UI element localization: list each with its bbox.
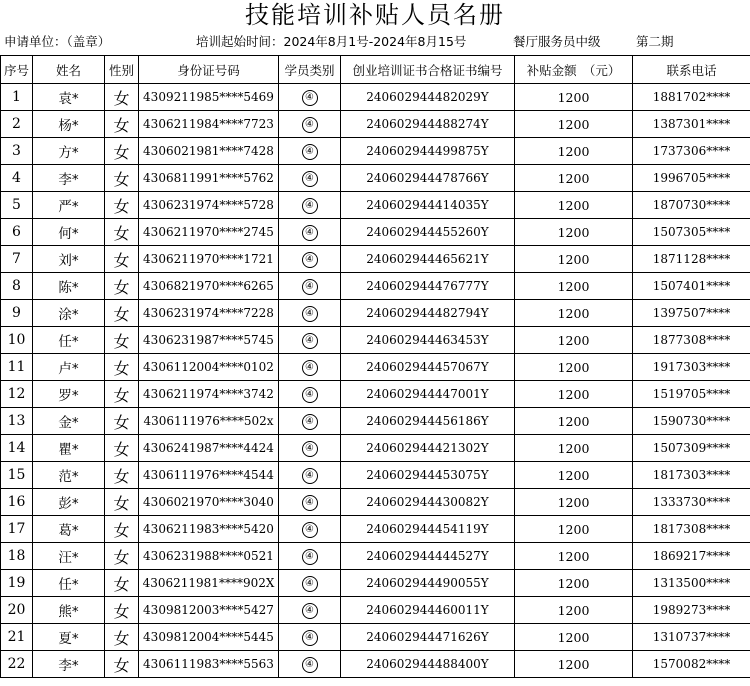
cell-serial: 11 (1, 354, 33, 381)
cell-certificate-number: 240602944490055Y (341, 570, 515, 597)
cell-subsidy-amount: 1200 (515, 219, 633, 246)
cell-phone: 1869217**** (633, 543, 750, 570)
cell-subsidy-amount: 1200 (515, 381, 633, 408)
cell-subsidy-amount: 1200 (515, 327, 633, 354)
cell-id-number: 4309812004****5445 (139, 624, 279, 651)
cell-certificate-number: 240602944455260Y (341, 219, 515, 246)
cell-phone: 1507305**** (633, 219, 750, 246)
cell-subsidy-amount: 1200 (515, 165, 633, 192)
category-circle-mark: ④ (302, 576, 318, 592)
table-row (1, 489, 750, 516)
table-row (1, 624, 750, 651)
category-circle-mark: ④ (302, 360, 318, 376)
category-circle-mark: ④ (302, 414, 318, 430)
table-row (1, 192, 750, 219)
cell-sex: 女 (105, 138, 139, 165)
cell-phone: 1817303**** (633, 462, 750, 489)
cell-certificate-number: 240602944430082Y (341, 489, 515, 516)
cell-certificate-number: 240602944453075Y (341, 462, 515, 489)
cell-sex: 女 (105, 516, 139, 543)
cell-phone: 1387301**** (633, 111, 750, 138)
cell-id-number: 4306821970****6265 (139, 273, 279, 300)
cell-serial: 13 (1, 408, 33, 435)
cell-name: 任* (33, 327, 105, 354)
category-circle-mark: ④ (302, 630, 318, 646)
category-circle-mark: ④ (302, 657, 318, 673)
cell-name: 严* (33, 192, 105, 219)
category-circle-mark: ④ (302, 144, 318, 160)
cell-sex: 女 (105, 462, 139, 489)
cell-id-number: 4306211974****3742 (139, 381, 279, 408)
cell-id-number: 4306021970****3040 (139, 489, 279, 516)
cell-phone: 1737306**** (633, 138, 750, 165)
cell-name: 卢* (33, 354, 105, 381)
cell-phone: 1817308**** (633, 516, 750, 543)
cell-name: 方* (33, 138, 105, 165)
cell-student-category (279, 624, 341, 651)
cell-name: 刘* (33, 246, 105, 273)
cell-name: 袁* (33, 84, 105, 111)
cell-id-number: 4306241987****4424 (139, 435, 279, 462)
cell-phone: 1310737**** (633, 624, 750, 651)
category-circle-mark: ④ (302, 441, 318, 457)
table-row (1, 435, 750, 462)
cell-name: 瞿* (33, 435, 105, 462)
cell-phone: 1870730**** (633, 192, 750, 219)
table-row (1, 138, 750, 165)
cell-name: 任* (33, 570, 105, 597)
cell-sex: 女 (105, 111, 139, 138)
category-circle-mark: ④ (302, 117, 318, 133)
cell-phone: 1871128**** (633, 246, 750, 273)
header-phone: 联系电话 (633, 56, 750, 84)
cell-id-number: 4306211970****1721 (139, 246, 279, 273)
cell-phone: 1877308**** (633, 327, 750, 354)
header-id-number: 身份证号码 (139, 56, 279, 84)
cell-id-number: 4306231988****0521 (139, 543, 279, 570)
cell-student-category (279, 408, 341, 435)
cell-serial: 7 (1, 246, 33, 273)
category-circle-mark: ④ (302, 306, 318, 322)
cell-subsidy-amount: 1200 (515, 489, 633, 516)
training-period-label: 培训起始时间：2024年8月1号-2024年8月15号 (196, 34, 467, 49)
cell-id-number: 4306111983****5563 (139, 651, 279, 678)
cell-sex: 女 (105, 651, 139, 678)
cell-student-category (279, 651, 341, 678)
header-subsidy-amount: 补贴金额 （元） (515, 56, 633, 84)
cell-certificate-number: 240602944465621Y (341, 246, 515, 273)
cell-id-number: 4306112004****0102 (139, 354, 279, 381)
cell-student-category (279, 435, 341, 462)
cell-phone: 1996705**** (633, 165, 750, 192)
header-name: 姓名 (33, 56, 105, 84)
cell-serial: 20 (1, 597, 33, 624)
table-row (1, 219, 750, 246)
category-circle-mark: ④ (302, 198, 318, 214)
cell-sex: 女 (105, 219, 139, 246)
cell-certificate-number: 240602944482029Y (341, 84, 515, 111)
cell-certificate-number: 240602944421302Y (341, 435, 515, 462)
cell-subsidy-amount: 1200 (515, 597, 633, 624)
cell-subsidy-amount: 1200 (515, 273, 633, 300)
cell-id-number: 4309211985****5469 (139, 84, 279, 111)
cell-student-category (279, 273, 341, 300)
cell-id-number: 4306811991****5762 (139, 165, 279, 192)
cell-sex: 女 (105, 165, 139, 192)
cell-sex: 女 (105, 570, 139, 597)
category-circle-mark: ④ (302, 549, 318, 565)
cell-serial: 6 (1, 219, 33, 246)
category-circle-mark: ④ (302, 252, 318, 268)
cell-sex: 女 (105, 597, 139, 624)
header-serial: 序号 (1, 56, 33, 84)
cell-serial: 2 (1, 111, 33, 138)
cell-serial: 10 (1, 327, 33, 354)
cell-id-number: 4306111976****4544 (139, 462, 279, 489)
cell-subsidy-amount: 1200 (515, 570, 633, 597)
cell-subsidy-amount: 1200 (515, 408, 633, 435)
cell-student-category (279, 381, 341, 408)
cell-sex: 女 (105, 192, 139, 219)
cell-subsidy-amount: 1200 (515, 354, 633, 381)
cell-student-category (279, 570, 341, 597)
cell-subsidy-amount: 1200 (515, 192, 633, 219)
cell-certificate-number: 240602944414035Y (341, 192, 515, 219)
header-sex: 性别 (105, 56, 139, 84)
cell-serial: 17 (1, 516, 33, 543)
cell-sex: 女 (105, 300, 139, 327)
table-row (1, 111, 750, 138)
cell-student-category (279, 111, 341, 138)
table-row (1, 273, 750, 300)
roster-body (1, 84, 750, 678)
roster-table (0, 55, 750, 678)
category-circle-mark: ④ (302, 603, 318, 619)
cell-sex: 女 (105, 624, 139, 651)
cell-certificate-number: 240602944488274Y (341, 111, 515, 138)
table-row (1, 543, 750, 570)
cell-subsidy-amount: 1200 (515, 300, 633, 327)
cell-name: 李* (33, 165, 105, 192)
cell-student-category (279, 192, 341, 219)
document-title: 技能培训补贴人员名册 (245, 1, 505, 29)
cell-sex: 女 (105, 381, 139, 408)
cell-phone: 1507401**** (633, 273, 750, 300)
cell-sex: 女 (105, 408, 139, 435)
table-row (1, 165, 750, 192)
table-row (1, 300, 750, 327)
cell-subsidy-amount: 1200 (515, 435, 633, 462)
cell-student-category (279, 543, 341, 570)
cell-student-category (279, 516, 341, 543)
cell-student-category (279, 462, 341, 489)
batch-label: 第二期 (636, 34, 674, 49)
cell-sex: 女 (105, 489, 139, 516)
category-circle-mark: ④ (302, 171, 318, 187)
table-row (1, 570, 750, 597)
table-row (1, 246, 750, 273)
category-circle-mark: ④ (302, 333, 318, 349)
cell-subsidy-amount: 1200 (515, 624, 633, 651)
cell-phone: 1917303**** (633, 354, 750, 381)
cell-subsidy-amount: 1200 (515, 246, 633, 273)
cell-serial: 15 (1, 462, 33, 489)
cell-subsidy-amount: 1200 (515, 543, 633, 570)
cell-serial: 8 (1, 273, 33, 300)
category-circle-mark: ④ (302, 90, 318, 106)
cell-name: 汪* (33, 543, 105, 570)
cell-serial: 9 (1, 300, 33, 327)
category-circle-mark: ④ (302, 468, 318, 484)
table-row (1, 597, 750, 624)
applicant-unit-label: 申请单位：（盖章） (4, 34, 111, 49)
table-row (1, 516, 750, 543)
cell-serial: 1 (1, 84, 33, 111)
cell-subsidy-amount: 1200 (515, 111, 633, 138)
cell-sex: 女 (105, 327, 139, 354)
cell-serial: 22 (1, 651, 33, 678)
cell-student-category (279, 246, 341, 273)
cell-name: 陈* (33, 273, 105, 300)
cell-name: 罗* (33, 381, 105, 408)
cell-certificate-number: 240602944447001Y (341, 381, 515, 408)
cell-student-category (279, 165, 341, 192)
cell-student-category (279, 489, 341, 516)
category-circle-mark: ④ (302, 495, 318, 511)
cell-certificate-number: 240602944471626Y (341, 624, 515, 651)
cell-id-number: 4306021981****7428 (139, 138, 279, 165)
cell-serial: 18 (1, 543, 33, 570)
cell-student-category (279, 219, 341, 246)
cell-phone: 1333730**** (633, 489, 750, 516)
cell-serial: 21 (1, 624, 33, 651)
cell-name: 涂* (33, 300, 105, 327)
cell-sex: 女 (105, 435, 139, 462)
cell-id-number: 4306231974****7228 (139, 300, 279, 327)
cell-phone: 1507309**** (633, 435, 750, 462)
cell-subsidy-amount: 1200 (515, 138, 633, 165)
cell-sex: 女 (105, 246, 139, 273)
table-row (1, 462, 750, 489)
category-circle-mark: ④ (302, 522, 318, 538)
cell-certificate-number: 240602944488400Y (341, 651, 515, 678)
header-certificate-number: 创业培训证书合格证书编号 (341, 56, 515, 84)
cell-certificate-number: 240602944482794Y (341, 300, 515, 327)
category-circle-mark: ④ (302, 225, 318, 241)
table-row (1, 381, 750, 408)
cell-serial: 14 (1, 435, 33, 462)
cell-certificate-number: 240602944463453Y (341, 327, 515, 354)
cell-serial: 4 (1, 165, 33, 192)
cell-certificate-number: 240602944499875Y (341, 138, 515, 165)
cell-sex: 女 (105, 543, 139, 570)
cell-certificate-number: 240602944456186Y (341, 408, 515, 435)
cell-serial: 16 (1, 489, 33, 516)
cell-id-number: 4306211981****902X (139, 570, 279, 597)
table-row (1, 408, 750, 435)
cell-name: 李* (33, 651, 105, 678)
cell-certificate-number: 240602944454119Y (341, 516, 515, 543)
cell-phone: 1313500**** (633, 570, 750, 597)
cell-certificate-number: 240602944457067Y (341, 354, 515, 381)
cell-sex: 女 (105, 273, 139, 300)
cell-phone: 1397507**** (633, 300, 750, 327)
cell-phone: 1881702**** (633, 84, 750, 111)
category-circle-mark: ④ (302, 279, 318, 295)
cell-phone: 1570082**** (633, 651, 750, 678)
cell-certificate-number: 240602944476777Y (341, 273, 515, 300)
table-row (1, 84, 750, 111)
cell-subsidy-amount: 1200 (515, 651, 633, 678)
cell-sex: 女 (105, 354, 139, 381)
cell-id-number: 4306231987****5745 (139, 327, 279, 354)
cell-name: 彭* (33, 489, 105, 516)
cell-student-category (279, 354, 341, 381)
cell-student-category (279, 327, 341, 354)
cell-name: 葛* (33, 516, 105, 543)
cell-phone: 1989273**** (633, 597, 750, 624)
cell-id-number: 4306111976****502x (139, 408, 279, 435)
header-student-category: 学员类别 (279, 56, 341, 84)
cell-subsidy-amount: 1200 (515, 462, 633, 489)
cell-serial: 3 (1, 138, 33, 165)
table-row (1, 354, 750, 381)
cell-serial: 19 (1, 570, 33, 597)
cell-student-category (279, 84, 341, 111)
cell-name: 范* (33, 462, 105, 489)
cell-subsidy-amount: 1200 (515, 516, 633, 543)
cell-student-category (279, 138, 341, 165)
cell-name: 杨* (33, 111, 105, 138)
cell-phone: 1519705**** (633, 381, 750, 408)
table-row (1, 327, 750, 354)
cell-name: 夏* (33, 624, 105, 651)
cell-subsidy-amount: 1200 (515, 84, 633, 111)
cell-name: 何* (33, 219, 105, 246)
cell-id-number: 4306231974****5728 (139, 192, 279, 219)
category-circle-mark: ④ (302, 387, 318, 403)
cell-student-category (279, 300, 341, 327)
cell-serial: 12 (1, 381, 33, 408)
cell-sex: 女 (105, 84, 139, 111)
cell-certificate-number: 240602944478766Y (341, 165, 515, 192)
cell-certificate-number: 240602944460011Y (341, 597, 515, 624)
table-row (1, 651, 750, 678)
cell-serial: 5 (1, 192, 33, 219)
table-header-row (1, 56, 750, 84)
cell-id-number: 4306211970****2745 (139, 219, 279, 246)
cell-student-category (279, 597, 341, 624)
cell-name: 金* (33, 408, 105, 435)
cell-id-number: 4306211984****7723 (139, 111, 279, 138)
training-level-label: 餐厅服务员中级 (513, 34, 601, 49)
cell-id-number: 4309812003****5427 (139, 597, 279, 624)
cell-phone: 1590730**** (633, 408, 750, 435)
cell-id-number: 4306211983****5420 (139, 516, 279, 543)
cell-name: 熊* (33, 597, 105, 624)
cell-certificate-number: 240602944444527Y (341, 543, 515, 570)
